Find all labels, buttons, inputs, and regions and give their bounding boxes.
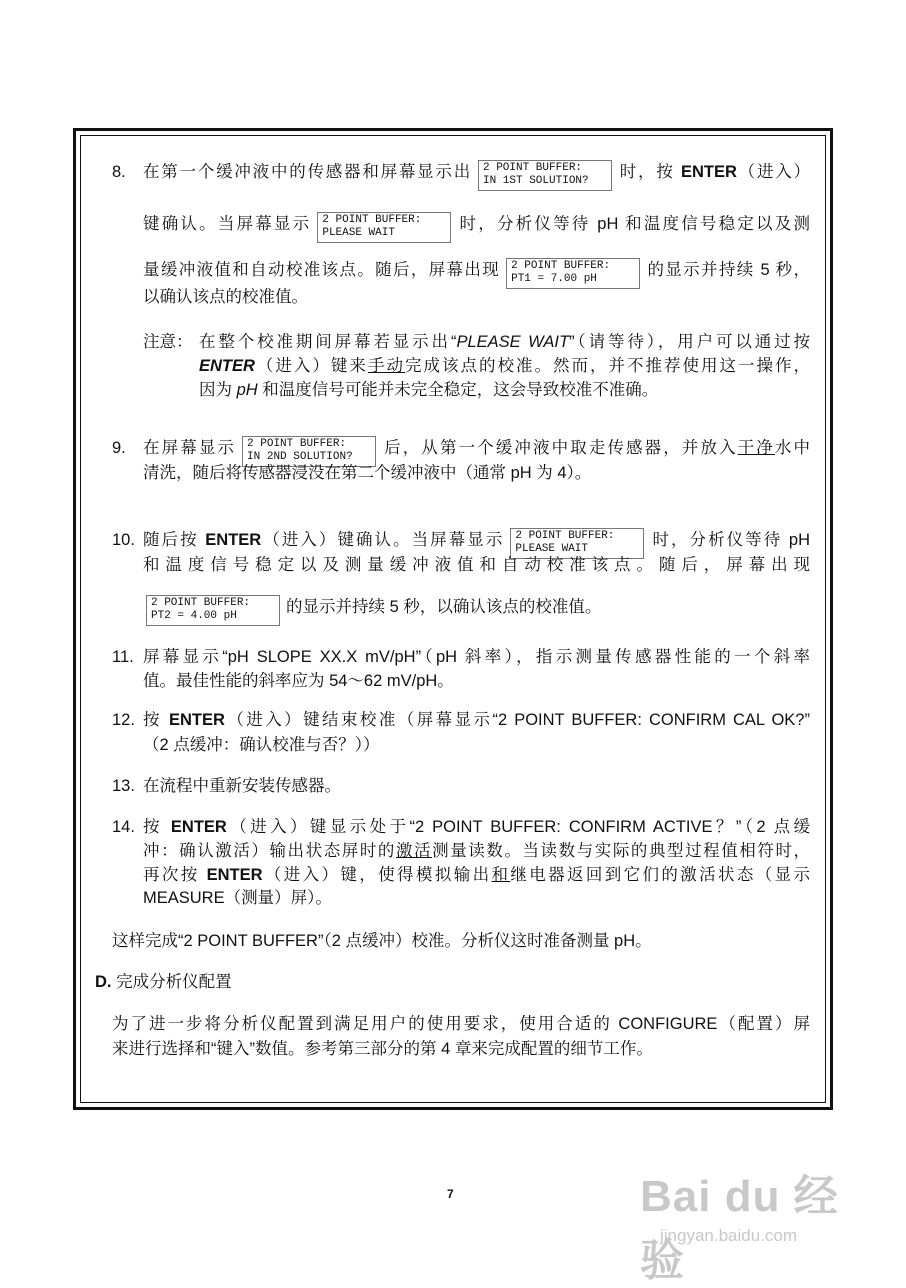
underlined-text: 激活	[395, 842, 433, 860]
lcd-display-line: IN 2ND SOLUTION?	[247, 451, 353, 463]
bold-text: ENTER	[205, 531, 262, 549]
text-line	[95, 970, 810, 994]
text-segment: 测量读数。当读数与实际的典型过程值相符时，	[432, 842, 811, 860]
text-segment: 时，分析仪等待 pH	[650, 531, 810, 549]
bold-text: D.	[95, 973, 112, 991]
underlined-text: 和	[491, 866, 511, 884]
list-item-number: 注意：	[143, 333, 193, 351]
text-line	[143, 708, 810, 732]
page-number: 7	[447, 1187, 454, 1201]
text-line	[143, 212, 810, 239]
text-segment: 这样完成“2 POINT BUFFER”（2 点缓冲）校准。分析仪这时准备测量 pH。	[112, 932, 652, 950]
watermark-logo: Bai du 经验	[640, 1172, 839, 1285]
text-segment: 随后按	[143, 531, 206, 549]
text-line	[143, 436, 811, 463]
text-segment: （2 点缓冲：确认校准与否？））	[143, 736, 380, 754]
text-segment: 完成分析仪配置	[111, 973, 232, 991]
text-segment: 屏幕显示“pH SLOPE XX.X mV/pH”（pH 斜率），指示测量传感器性能的一个斜率	[143, 648, 810, 666]
lcd-display-line: 2 POINT BUFFER:	[247, 438, 347, 450]
list-item-number: 10.	[112, 531, 135, 549]
underlined-text: 干净	[737, 439, 775, 457]
lcd-display-line: IN 1ST SOLUTION?	[483, 175, 589, 187]
list-item-number: 12.	[112, 711, 135, 729]
italic-text: pH	[236, 381, 258, 399]
italic-text: PLEASE WAIT	[456, 333, 570, 351]
text-line	[143, 669, 810, 693]
text-line	[143, 863, 810, 887]
text-line	[143, 886, 810, 910]
text-segment: 按	[143, 818, 171, 836]
text-segment: 冲：确认激活）输出状态屏时的	[143, 842, 396, 860]
text-segment: 量缓冲液值和自动校准该点。随后，屏幕出现	[143, 261, 501, 279]
lcd-display-line: PLEASE WAIT	[515, 543, 589, 555]
text-line	[143, 528, 810, 555]
bold-text: ENTER	[206, 866, 263, 884]
text-segment: 因为	[199, 381, 237, 399]
text-line	[143, 839, 810, 863]
lcd-display-line: PLEASE WAIT	[322, 227, 395, 239]
list-item-number: 11.	[112, 648, 134, 666]
text-line	[199, 354, 810, 378]
text-segment: 时，分析仪等待 pH 和温度信号稳定以及测	[457, 215, 810, 233]
text-segment: （进入）键确认。当屏幕显示	[261, 531, 505, 549]
text-segment: ”（请等待），用户可以通过按	[569, 333, 810, 351]
text-segment: 和温度信号可能并未完全稳定，这会导致校准不准确。	[257, 381, 659, 399]
text-segment: 完成该点的校准。然而，并不推荐使用这一操作，	[404, 357, 811, 375]
lcd-display-line: 2 POINT BUFFER:	[483, 162, 583, 174]
lcd-display-line: 2 POINT BUFFER:	[511, 260, 611, 272]
text-segment: 清洗，随后将传感器浸没在第二个缓冲液中（通常 pH 为 4）。	[143, 464, 592, 482]
text-segment: 再次按	[143, 866, 207, 884]
list-item-number: 14.	[112, 818, 135, 836]
text-line	[199, 330, 810, 354]
text-segment: 后，从第一个缓冲液中取走传感器，并放入	[382, 439, 738, 457]
bold-text: ENTER	[170, 818, 227, 836]
text-segment: 为了进一步将分析仪配置到满足用户的使用要求，使用合适的 CONFIGURE（配置）屏	[112, 1015, 810, 1033]
text-segment: （进入）	[736, 163, 811, 181]
text-segment: 继电器返回到它们的激活状态（显示	[510, 866, 811, 884]
text-segment: （进入）键，使得模拟输出	[262, 866, 492, 884]
text-segment: 的显示并持续 5 秒，	[646, 261, 810, 279]
text-segment: 和温度信号稳定以及测量缓冲液值和自动校准该点。随后，屏幕出现	[143, 556, 810, 574]
text-segment: 按	[143, 711, 169, 729]
text-segment: 时，按	[618, 163, 681, 181]
lcd-display-line: 2 POINT BUFFER:	[151, 597, 251, 609]
text-segment: 的显示并持续 5 秒，以确认该点的校准值。	[286, 598, 602, 616]
lcd-display-line: PT1 = 7.00 pH	[511, 273, 597, 285]
text-line	[112, 929, 810, 953]
text-line	[143, 258, 810, 285]
text-segment: （进入）键来	[254, 357, 368, 375]
text-segment: 来进行选择和“键入”数值。参考第三部分的第 4 章来完成配置的细节工作。	[112, 1040, 653, 1058]
text-segment: 在屏幕显示	[143, 439, 237, 457]
text-line	[143, 774, 810, 798]
text-segment: 键确认。当屏幕显示	[143, 215, 312, 233]
text-line	[143, 160, 811, 187]
text-segment: 水中	[774, 439, 811, 457]
text-segment: 以确认该点的校准值。	[143, 288, 308, 306]
baidu-watermark	[640, 1160, 870, 1285]
text-line	[143, 733, 810, 757]
text-segment: 在第一个缓冲液中的传感器和屏幕显示出	[143, 163, 472, 181]
text-segment: （进入）键显示处于“2 POINT BUFFER: CONFIRM ACTIVE？”（2 点缓	[226, 818, 810, 836]
text-line	[112, 1037, 810, 1061]
text-line	[143, 285, 810, 309]
list-item-number: 8.	[112, 163, 126, 181]
bold-text: ENTER	[168, 711, 225, 729]
text-line	[143, 645, 810, 669]
text-line	[199, 378, 810, 402]
lcd-display-box	[478, 160, 612, 191]
lcd-display-line: 2 POINT BUFFER:	[322, 214, 422, 226]
text-line	[143, 815, 810, 839]
text-segment: 在整个校准期间屏幕若显示出“	[199, 333, 457, 351]
underlined-text: 手动	[367, 357, 405, 375]
text-segment: 在流程中重新安装传感器。	[143, 777, 341, 795]
bold-text: ENTER	[199, 357, 255, 375]
watermark-url: jingyan.baidu.com	[660, 1226, 798, 1245]
text-line	[140, 595, 810, 622]
text-line	[143, 461, 810, 485]
list-item-number: 9.	[112, 439, 126, 457]
lcd-display-box	[146, 595, 280, 626]
text-segment: （进入）键结束校准（屏幕显示“2 POINT BUFFER: CONFIRM CAL OK?”	[224, 711, 810, 729]
text-line	[143, 553, 810, 577]
bold-text: ENTER	[680, 163, 737, 181]
lcd-display-line: 2 POINT BUFFER:	[515, 530, 615, 542]
lcd-display-line: PT2 = 4.00 pH	[151, 610, 237, 622]
lcd-display-box	[317, 212, 451, 243]
text-segment: MEASURE（测量）屏）。	[143, 889, 332, 907]
text-segment: 值。最佳性能的斜率应为 54～62 mV/pH。	[143, 672, 454, 690]
text-line	[112, 1012, 810, 1036]
list-item-number: 13.	[112, 777, 135, 795]
